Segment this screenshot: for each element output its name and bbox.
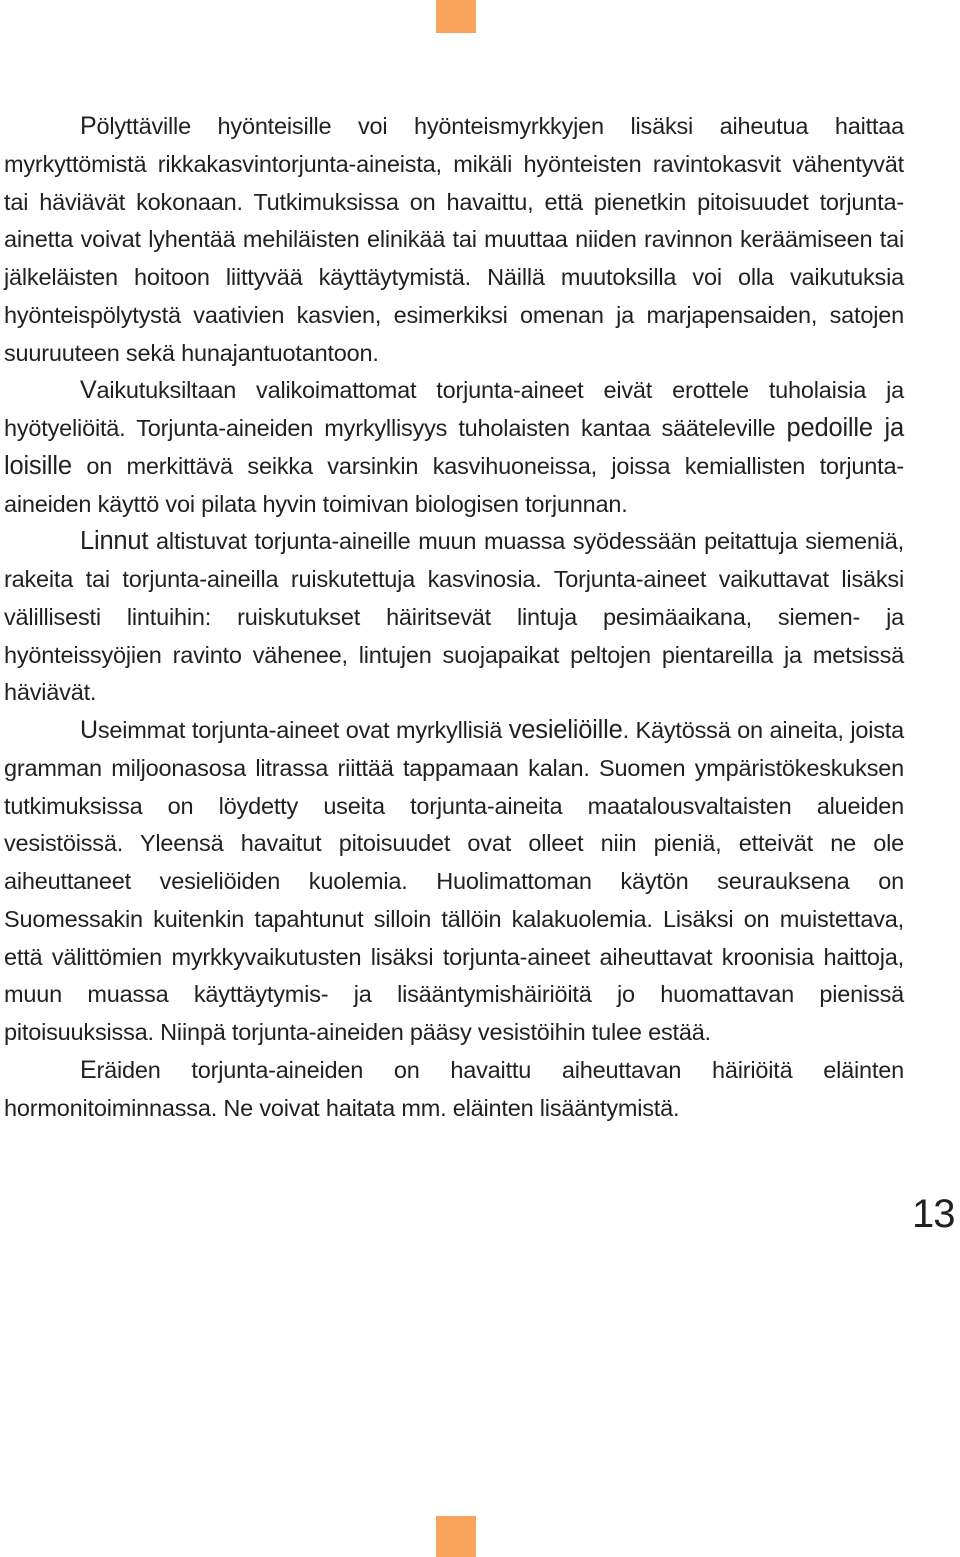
body-text	[4, 108, 904, 1127]
highlight-term: vesieliöille	[508, 716, 623, 744]
paragraph-text: seimmat torjunta-aineet ovat myrkyllisiä	[97, 717, 509, 743]
bottom-page-marker	[436, 1516, 476, 1557]
paragraph-text: altistuvat torjunta-aineille muun muassa syödessään peitattuja siemeniä, rakeita tai torjunta-aineilla ruiskutettuja kasvinosia. Torjunta-aineet vaikuttavat lisäksi välillisesti lintuihin: ruiskutukset häiritsevät lintuja pesimäaikana, siemen- ja hyönteissyöjien ravinto vähenee, lintujen suojapaikat peltojen pientareilla ja metsissä häviävät.	[4, 528, 904, 706]
paragraph-hormones	[4, 1052, 904, 1128]
top-page-marker	[436, 0, 476, 33]
paragraph-text: aikutuksiltaan valikoimattomat torjunta-aineet eivät erottele tuholaisia ja hyötyeliöitä. Torjunta-aineiden myrkyllisyys tuholaisten kantaa sääteleville	[4, 377, 904, 441]
paragraph-text: on merkittävä seikka varsinkin kasvihuoneissa, joissa kemiallisten torjunta-aineiden käyttö voi pilata hyvin toimivan biologisen torjunnan.	[4, 452, 904, 517]
page-number: 13	[912, 1192, 955, 1236]
drop-letter: V	[80, 376, 97, 405]
paragraph-text: ölyttäville hyönteisille voi hyönteismyrkkyjen lisäksi aiheutua haittaa myrkyttömistä rikkakasvintorjunta-aineista, mikäli hyönteisten ravintokasvit vähentyvät tai häviävät kokonaan. Tutkimuksissa on havaittu, että pienetkin pitoisuudet torjunta-ainetta voivat lyhentää mehiläisten elinikää tai muuttaa niiden ravinnon keräämiseen tai jälkeläisten hoitoon liittyvää käyttäytymistä. Näillä muutoksilla voi olla vaikutuksia hyönteispölytystä vaativien kasvien, esimerkiksi omenan ja marjapensaiden, satojen suuruuteen sekä hunajantuotantoon.	[4, 113, 904, 366]
drop-letter: P	[80, 112, 97, 140]
paragraph-pollinators	[4, 108, 904, 372]
paragraph-predators	[4, 372, 904, 523]
paragraph-birds	[4, 523, 904, 712]
highlight-term: Linnut	[80, 527, 149, 556]
paragraph-aquatic	[4, 712, 904, 1052]
paragraph-text: räiden torjunta-aineiden on havaittu aiheuttavan häiriöitä eläinten hormonitoiminnassa. Ne voivat haitata mm. eläinten lisääntymistä.	[4, 1056, 904, 1121]
drop-letter: E	[80, 1055, 97, 1084]
drop-letter: U	[80, 716, 98, 744]
paragraph-text: . Käytössä on aineita, joista gramman miljoonasosa litrassa riittää tappamaan kalan. Suomen ympäristökeskuksen tutkimuksissa on löydetty useita torjunta-aineita maatalousvaltaisten alueiden vesistöissä. Yleensä havaitut pitoisuudet ovat olleet niin pieniä, etteivät ne ole aiheuttaneet vesieliöiden kuolemia. Huolimattoman käytön seurauksena on Suomessakin kuitenkin tapahtunut silloin tällöin kalakuolemia. Lisäksi on muistettava, että välittömien myrkkyvaikutusten lisäksi torjunta-aineet aiheuttavat kroonisia haittoja, muun muassa käyttäytymis- ja lisääntymishäiriöitä jo huomattavan pienissä pitoisuuksissa. Niinpä torjunta-aineiden pääsy vesistöihin tulee estää.	[4, 717, 904, 1045]
highlight-term: pedoille ja loisille	[4, 414, 904, 480]
